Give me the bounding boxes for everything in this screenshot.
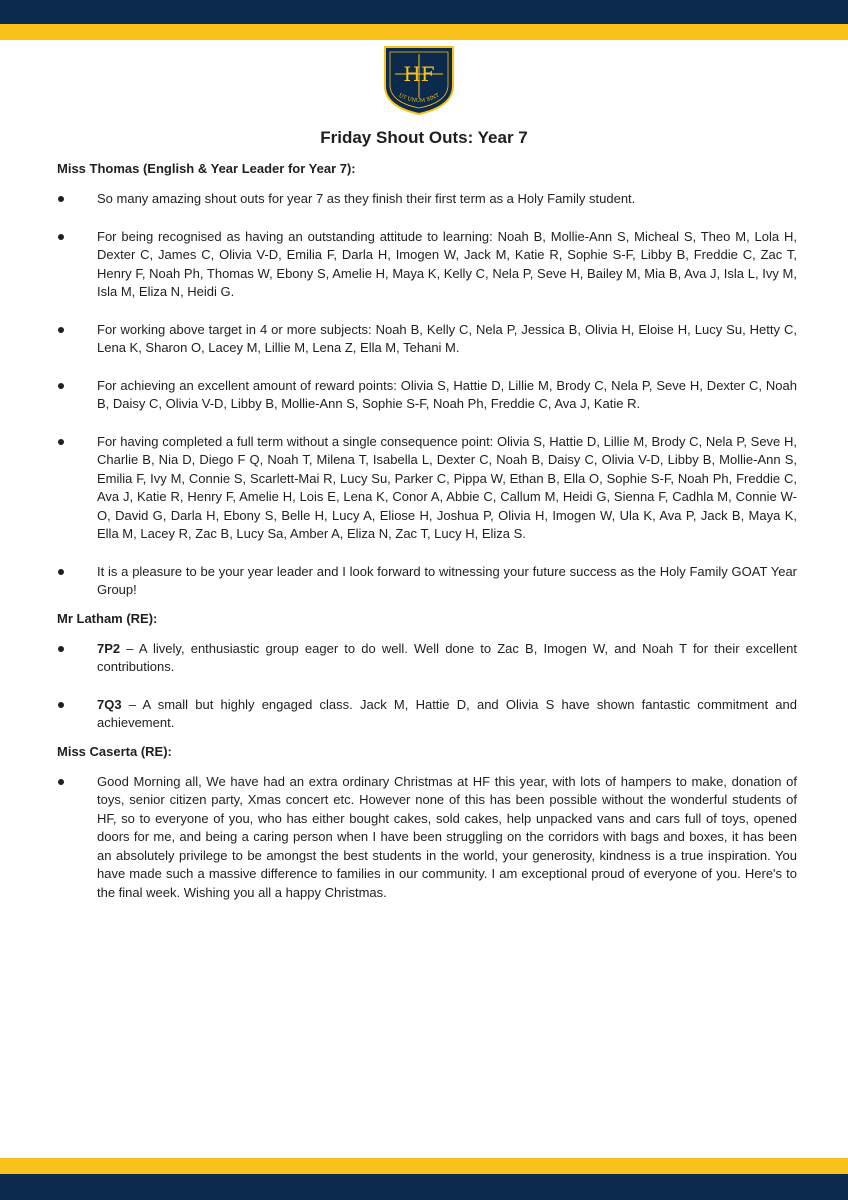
miss-caserta-list [57,773,797,903]
list-item: For achieving an excellent amount of reward points: Olivia S, Hattie D, Lillie M, Brody C, Nela P, Seve H, Dexter C, Noah B, Daisy C, Olivia V-D, Libby B, Mollie-Ann S, Sophie S-F, Noah Ph, Freddie C, Ava J, Katie R. [57,377,797,414]
section-heading-miss-thomas: Miss Thomas (English & Year Leader for Year 7): [57,161,356,176]
mr-latham-list [57,640,797,733]
school-crest-logo [381,44,457,116]
header-navy-band [0,0,848,24]
list-item [57,696,797,733]
class-code: 7P2 [97,640,121,656]
header-gold-band [0,24,848,40]
page-title: Friday Shout Outs: Year 7 [320,128,528,147]
list-item: For being recognised as having an outstanding attitude to learning: Noah B, Mollie-Ann S, Micheal S, Theo M, Lola H, Dexter C, James C, Olivia V-D, Emilia F, Darla H, Imogen W, Jack M, Katie R, Sophie S-F, Libby B, Freddie C, Zac T, Henry F, Noah Ph, Thomas W, Ebony S, Amelie H, Maya K, Kelly C, Nela P, Seve H, Bailey M, Mia B, Ava J, Isla L, Ivy M, Isla M, Eliza N, Heidi G. [57,228,797,302]
class-code: 7Q3 [97,696,122,712]
list-item [57,640,797,677]
list-item: So many amazing shout outs for year 7 as they finish their first term as a Holy Family student. [57,190,797,209]
footer-navy-band [0,1174,848,1200]
list-item: For having completed a full term without a single consequence point: Olivia S, Hattie D, Lillie M, Brody C, Nela P, Seve H, Charlie B, Nia D, Diego F Q, Noah T, Milena T, Isabella L, Dexter C, Noah B, Daisy C, Olivia V-D, Libby B, Mollie-Ann S, Emilia F, Ivy M, Connie S, Scarlett-Mai R, Lucy Su, Parker C, Pippa W, Ethan B, Ella O, Sophie S-F, Noah Ph, Freddie C, Ava J, Katie R, Henry F, Amelie H, Lois E, Lena K, Conor A, Abbie C, Callum M, Heidi G, Sienna F, Cadhla M, Connie W-O, David G, Darla H, Ebony S, Belle H, Lucy A, Eliose H, Joshua P, Olivia H, Imogen W, Ula K, Ava P, Jack B, Maya K, Ella M, Lacey R, Zac B, Lucy Sa, Amber A, Eliza N, Zac T, Lucy H, Eliza S. [57,433,797,544]
list-item: For working above target in 4 or more subjects: Noah B, Kelly C, Nela P, Jessica B, Olivia H, Eloise H, Lucy Su, Hetty C, Lena K, Sharon O, Lacey M, Lillie M, Lena Z, Ella M, Tehani M. [57,321,797,358]
list-item-text: – A lively, enthusiastic group eager to do well. Well done to Zac B, Imogen W, and Noah T for their excellent contributions. [97,640,797,674]
footer-gold-band [0,1158,848,1174]
list-item: It is a pleasure to be your year leader and I look forward to witnessing your future success as the Holy Family GOAT Year Group! [57,563,797,600]
section-heading-miss-caserta: Miss Caserta (RE): [57,743,172,759]
svg-text:HF: HF [403,62,435,86]
document-body [57,160,797,921]
list-item-text: – A small but highly engaged class. Jack M, Hattie D, and Olivia S have shown fantastic commitment and achievement. [97,696,797,730]
miss-thomas-list [57,190,797,600]
list-item: Good Morning all, We have had an extra ordinary Christmas at HF this year, with lots of hampers to make, donation of toys, senior citizen party, Xmas concert etc. However none of this has been possible without the wonderful students of HF, so to everyone of you, who has either bought cakes, sold cakes, help unpacked vans and cars full of toys, opened doors for me, and being a caring person when I have been struggling on the corridors with bags and boxes, it has been an absolutely privilege to be amongst the best students in the world, your generosity, kindness is a true inspiration. You have made such a massive difference to families in our community. I am exceptional proud of everyone of you. Here's to the final week. Wishing you all a happy Christmas. [57,773,797,903]
svg-text:UT UNUM SINT: UT UNUM SINT [397,92,441,105]
section-heading-mr-latham: Mr Latham (RE): [57,610,158,626]
